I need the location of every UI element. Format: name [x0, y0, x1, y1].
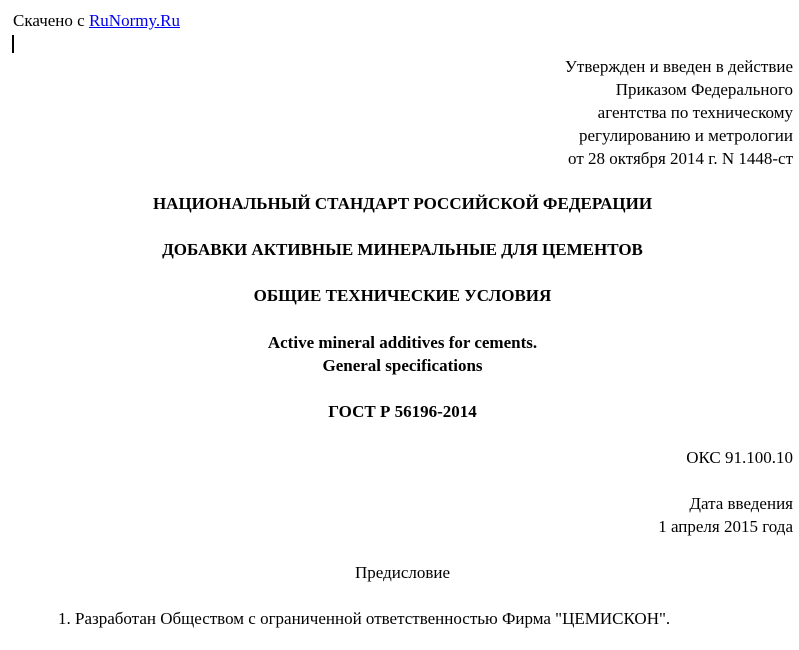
introduction-date-label: Дата введения — [689, 494, 793, 513]
approval-line: агентства по техническому — [597, 103, 793, 122]
standard-subtitle-ru: ОБЩИЕ ТЕХНИЧЕСКИЕ УСЛОВИЯ — [253, 286, 552, 305]
download-source-prefix: Скачено с — [13, 11, 89, 30]
standard-designation: ГОСТ Р 56196-2014 — [328, 402, 477, 421]
introduction-date-value: 1 апреля 2015 года — [658, 517, 793, 536]
text-cursor — [12, 35, 14, 53]
standard-name-ru: ДОБАВКИ АКТИВНЫЕ МИНЕРАЛЬНЫЕ ДЛЯ ЦЕМЕНТОВ — [162, 240, 643, 259]
standard-name-en-line1: Active mineral additives for cements. — [267, 333, 538, 352]
approval-line: Приказом Федерального — [615, 80, 793, 99]
approval-block — [565, 55, 793, 170]
preface-paragraph-1: 1. Разработан Обществом с ограниченной ответственностью Фирма "ЦЕМИСКОН". — [58, 609, 671, 628]
runormy-link[interactable]: RuNormy.Ru — [88, 11, 180, 30]
download-source-line — [13, 9, 180, 32]
approval-line: Утвержден и введен в действие — [564, 57, 793, 76]
standard-name-en-line2: General specifications — [322, 356, 483, 375]
oks-code: ОКС 91.100.10 — [686, 448, 793, 467]
preface-heading: Предисловие — [354, 563, 451, 582]
approval-line: регулированию и метрологии — [578, 126, 793, 145]
national-standard-heading: НАЦИОНАЛЬНЫЙ СТАНДАРТ РОССИЙСКОЙ ФЕДЕРАЦИИ — [152, 194, 653, 213]
approval-line: от 28 октября 2014 г. N 1448-ст — [568, 149, 793, 168]
